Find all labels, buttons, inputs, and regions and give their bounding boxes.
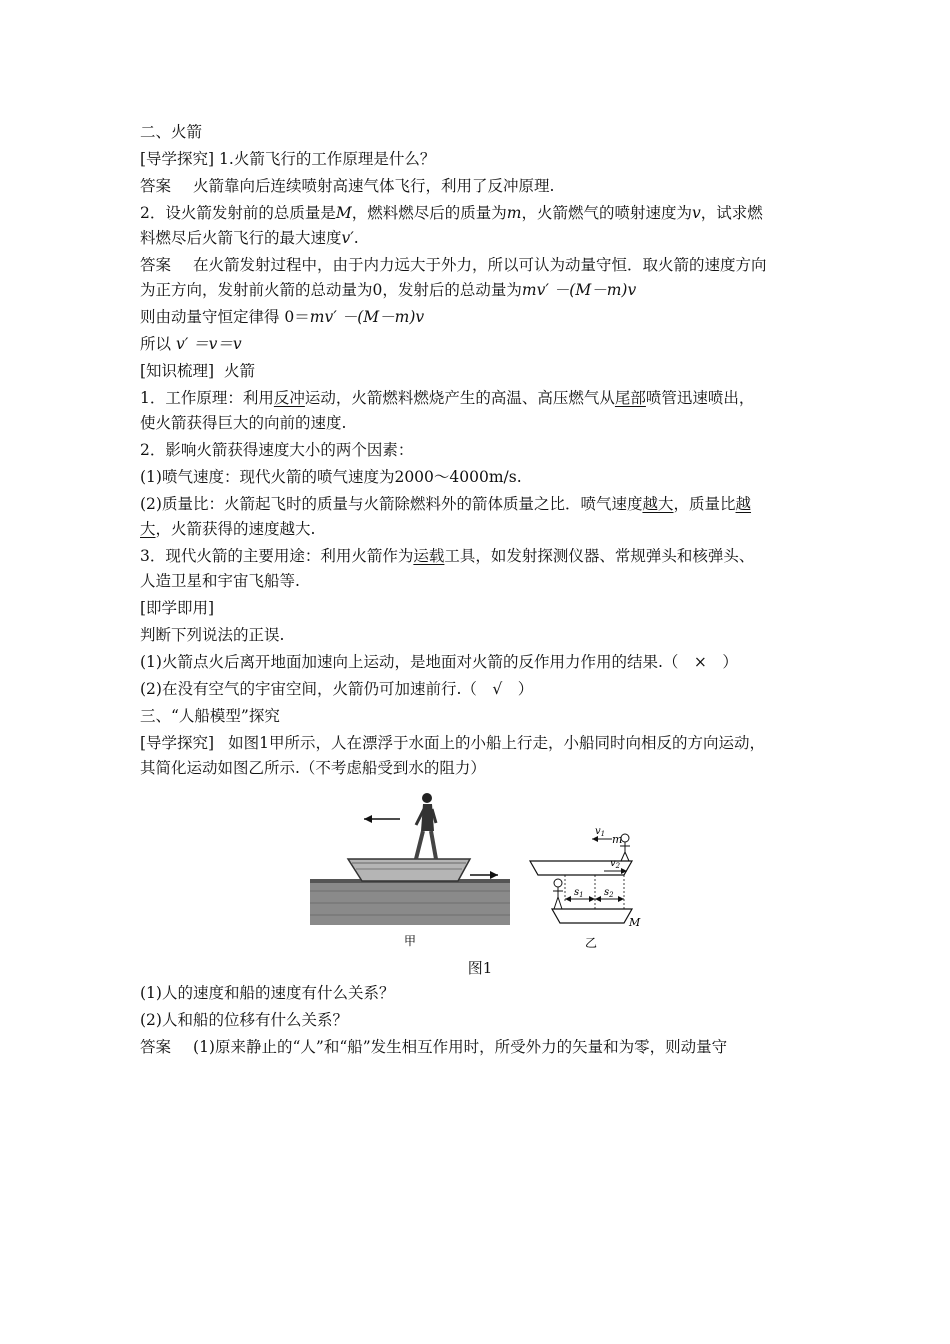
answer-label: 答案: [140, 1038, 172, 1056]
text: 所以: [140, 335, 172, 353]
svg-text:v2: [610, 858, 621, 870]
answer-label: 答案: [140, 256, 172, 274]
equation-line-2: [140, 332, 820, 357]
text: 料燃尽后火箭飞行的最大速度: [140, 229, 342, 247]
question-2: [140, 201, 820, 251]
figure-caption: 图1: [467, 959, 493, 977]
tag-guided-study: [导学探究]: [140, 734, 215, 752]
knowledge-title: 火箭: [223, 362, 255, 380]
apply-intro: 判断下列说法的正误.: [140, 626, 285, 644]
knowledge-item-2-2: [140, 492, 820, 542]
equation-line-1: [140, 305, 820, 330]
arrow-right-icon: [470, 871, 498, 879]
var-v: v: [691, 204, 701, 222]
figure-1: [140, 791, 820, 951]
text: ，火箭燃气的喷射速度为: [521, 204, 692, 222]
var-m: m: [506, 204, 522, 222]
label-v1: v: [595, 826, 601, 837]
label-v2-sub: 2: [615, 862, 621, 870]
answer-text: 为正方向，发射前火箭的总动量为0，发射后的总动量为: [140, 281, 522, 299]
answer-text: 在火箭发射过程中，由于内力远大于外力，所以可认为动量守恒．取火箭的速度方向: [193, 256, 767, 274]
knowledge-item-2-1: (1)喷气速度：现代火箭的喷气速度为2000～4000m/s.: [140, 468, 522, 486]
momentum-expression: mv′ －(M－m)v: [521, 281, 637, 299]
text: ，火箭获得的速度越大.: [155, 520, 316, 538]
section-title-boat-model: 三、“人船模型”探究: [140, 707, 280, 725]
label-v2: v: [610, 858, 616, 869]
label-s2-sub: 2: [609, 891, 614, 899]
momentum-expression: mv′ －(M－m)v: [309, 308, 425, 326]
answer-q2: [140, 253, 820, 303]
underlined-term: 大: [140, 520, 156, 538]
svg-text:v1: [595, 826, 605, 838]
person-figure: [416, 793, 436, 859]
result-expression: v′ ＝v＝v: [175, 335, 242, 353]
text: ，燃料燃尽后的质量为: [351, 204, 507, 222]
text: ，试求燃: [700, 204, 763, 222]
label-m: m: [612, 833, 623, 846]
knowledge-heading: [140, 359, 820, 384]
label-v1-sub: 1: [600, 830, 606, 838]
text: 工具，如发射探测仪器、常规弹头和核弹头、: [444, 547, 755, 565]
water-surface: [310, 879, 510, 925]
arrow-left-icon: [364, 815, 400, 823]
svg-text:s2: [604, 887, 614, 899]
text: 喷管迅速喷出，: [645, 389, 755, 407]
section-title-rocket: 二、火箭: [140, 123, 203, 141]
text: 1．工作原理：利用: [140, 389, 274, 407]
answer-text: 火箭靠向后连续喷射高速气体飞行，利用了反冲原理.: [193, 177, 555, 195]
text: ，质量比: [673, 495, 736, 513]
underlined-term: 尾部: [614, 389, 646, 407]
knowledge-item-3: [140, 544, 820, 594]
knowledge-item-1: [140, 386, 820, 436]
photo-boat-person: [310, 793, 510, 948]
text: .: [353, 229, 359, 247]
tag-guided-study: [导学探究]: [140, 150, 215, 168]
label-M: M: [629, 916, 641, 929]
knowledge-item-2: 2．影响火箭获得速度大小的两个因素：: [140, 441, 414, 459]
figure-1-svg: [140, 791, 820, 951]
svg-text:s1: [574, 887, 584, 899]
underlined-term: 反冲: [273, 389, 305, 407]
paragraph-guided-q1: [140, 147, 820, 172]
underlined-term: 运载: [413, 547, 445, 565]
document-page: [140, 120, 820, 1060]
label-s1: s: [574, 887, 580, 898]
answer-text: (1)原来静止的“人”和“船”发生相互作用时，所受外力的矢量和为零，则动量守: [193, 1038, 728, 1056]
answer-label: 答案: [140, 177, 172, 195]
text: 人造卫星和宇宙飞船等.: [140, 572, 300, 590]
text: 运动，火箭燃料燃烧产生的高温、高压燃气从: [304, 389, 615, 407]
boat-hull: [348, 859, 470, 881]
var-v-prime: v′: [341, 229, 354, 247]
tag-knowledge: [知识梳理]: [140, 362, 215, 380]
text: 2．设火箭发射前的总质量是: [140, 204, 336, 222]
answer-q1: [140, 174, 820, 199]
tag-apply: [即学即用]: [140, 599, 215, 617]
text: 如图1甲所示，人在漂浮于水面上的小船上行走，小船同时向相反的方向运动，: [228, 734, 765, 752]
text: 则由动量守恒定律得 0＝: [140, 308, 310, 326]
boat-model-intro: [140, 731, 820, 781]
underlined-term: 越大: [642, 495, 674, 513]
stick-person-icon: [553, 879, 563, 909]
question-displacement-relation: (2)人和船的位移有什么关系？: [140, 1011, 348, 1029]
answer-boat-model: [140, 1035, 820, 1060]
diagram-boat-model: [530, 826, 641, 950]
text: 3．现代火箭的主要用途：利用火箭作为: [140, 547, 414, 565]
underlined-term: 越: [735, 495, 752, 513]
label-s1-sub: 1: [579, 891, 584, 899]
figure-label-left: 甲: [404, 934, 417, 948]
question-text: 1.火箭飞行的工作原理是什么？: [219, 150, 436, 168]
text: 其简化运动如图乙所示.（不考虑船受到水的阻力）: [140, 759, 486, 777]
judgement-1: (1)火箭点火后离开地面加速向上运动，是地面对火箭的反作用力作用的结果.（ × ）: [140, 653, 738, 671]
var-M: M: [335, 204, 352, 222]
text: (2)质量比：火箭起飞时的质量与火箭除燃料外的箭体质量之比．喷气速度: [140, 495, 643, 513]
boat-final: [552, 909, 632, 923]
text: 使火箭获得巨大的向前的速度.: [140, 414, 347, 432]
question-speed-relation: (1)人的速度和船的速度有什么关系？: [140, 984, 395, 1002]
judgement-2: (2)在没有空气的宇宙空间，火箭仍可加速前行.（ √ ）: [140, 680, 534, 698]
figure-label-right: 乙: [585, 936, 598, 950]
label-s2: s: [604, 887, 610, 898]
